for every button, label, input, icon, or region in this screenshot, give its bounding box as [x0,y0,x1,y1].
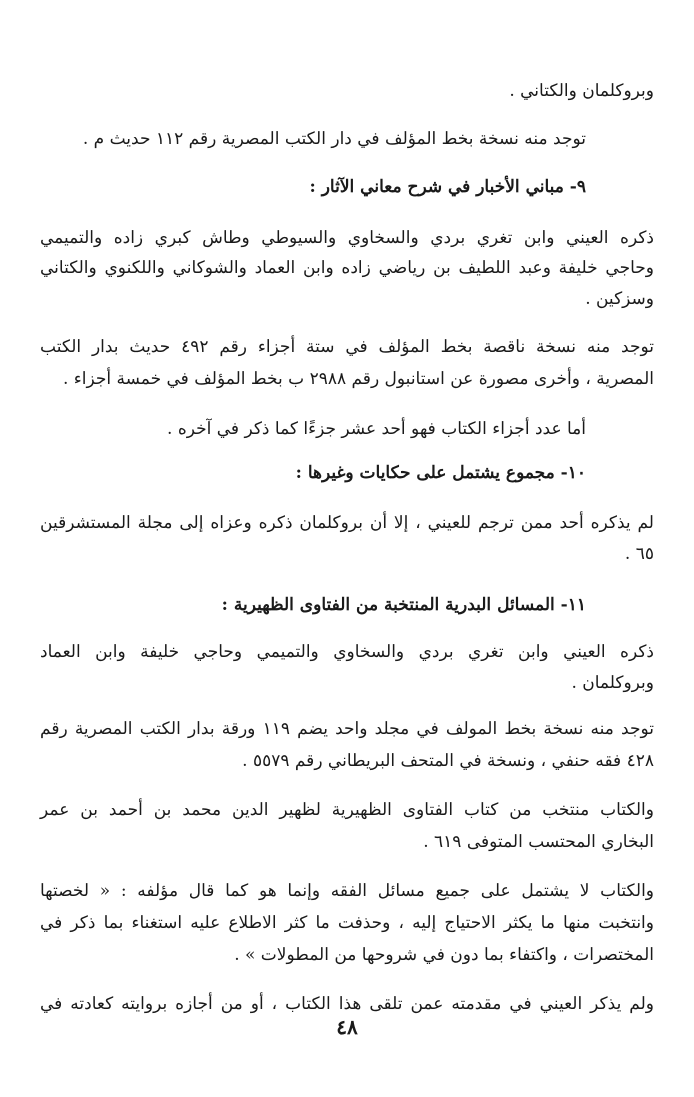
text-line: لم يذكره أحد ممن ترجم للعيني ، إلا أن بروكلمان ذكره وعزاه إلى مجلة المستشرقين [40,513,654,533]
section-heading: ٩- مباني الأخبار في شرح معاني الآثار : [309,177,586,197]
section-heading: ١١- المسائل البدرية المنتخبة من الفتاوى الظهيرية : [221,595,586,615]
text-line: ولم يذكر العيني في مقدمته عمن تلقى هذا الكتاب ، أو من أجازه بروايته كعادته في [40,994,654,1014]
text-line: أما عدد أجزاء الكتاب فهو أحد عشر جزءًا كما ذكر في آخره . [167,419,586,439]
text-line: البخاري المحتسب المتوفى ٦١٩ . [423,832,654,852]
text-line: والكتاب منتخب من كتاب الفتاوى الظهيرية لظهير الدين محمد بن أحمد بن عمر [40,800,654,820]
text-line: ٤٢٨ فقه حنفي ، ونسخة في المتحف البريطاني رقم ٥٥٧٩ . [242,751,654,771]
text-line: ذكره العيني وابن تغري بردي والسخاوي والتميمي وحاجي خليفة وابن العماد [40,642,654,662]
text-line: وانتخبت منها ما يكثر الاحتياج إليه ، وحذفت ما كثر الاطلاع عليه استغناء بما ذكر في [40,913,654,933]
text-line: والكتاب لا يشتمل على جميع مسائل الفقه وإنما هو كما قال مؤلفه : « لخصتها [40,881,654,901]
text-line: وحاجي خليفة وعبد اللطيف بن رياضي زاده وابن العماد والشوكاني واللكنوي والكتاني [40,258,654,278]
text-line: المختصرات ، واكتفاء بما دون في شروحها من المطولات » . [234,945,654,965]
text-line: ذكره العيني وابن تغري بردي والسخاوي والسيوطي وطاش كبري زاده والتميمي [40,228,654,248]
text-line: وبروكلمان . [571,673,654,693]
text-line: توجد منه نسخة بخط المؤلف في دار الكتب المصرية رقم ١١٢ حديث م . [82,129,586,149]
text-line: ٦٥ . [624,544,654,564]
text-line: المصرية ، وأخرى مصورة عن استانبول رقم ٢٩٨٨ ب بخط المؤلف في خمسة أجزاء . [62,369,654,389]
text-line: وسزكين . [585,289,654,309]
text-line: وبروكلمان والكتاني . [509,81,654,101]
page-number: ٤٨ [336,1015,358,1039]
text-line: توجد منه نسخة ناقصة بخط المؤلف في ستة أجزاء رقم ٤٩٢ حديث بدار الكتب [40,337,654,357]
section-heading: ١٠- مجموع يشتمل على حكايات وغيرها : [295,463,586,483]
text-line: توجد منه نسخة بخط المولف في مجلد واحد يضم ١١٩ ورقة بدار الكتب المصرية رقم [40,719,654,739]
